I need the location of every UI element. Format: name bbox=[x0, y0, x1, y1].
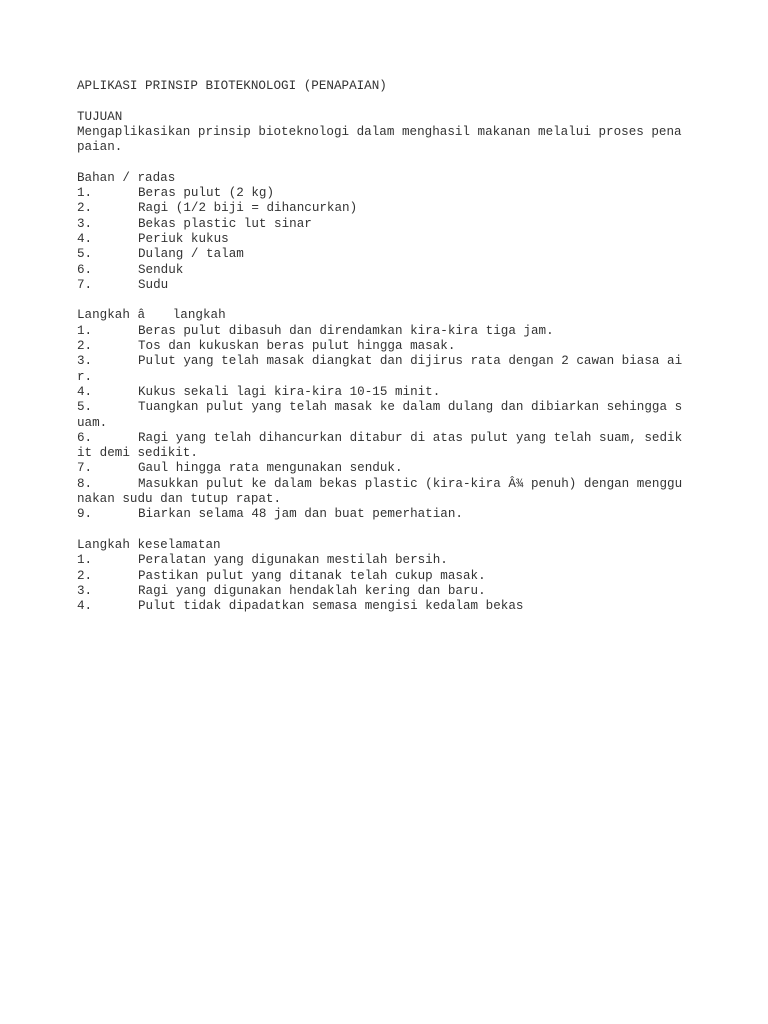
item-text: Gaul hingga rata mengunakan senduk. bbox=[138, 461, 403, 476]
langkah-item bbox=[77, 507, 717, 522]
item-number: 9. bbox=[77, 507, 93, 522]
item-continuation: nakan sudu dan tutup rapat. bbox=[77, 492, 282, 507]
bahan-item bbox=[77, 247, 717, 262]
item-number: 3. bbox=[77, 354, 93, 369]
bahan-item bbox=[77, 232, 717, 247]
spacer bbox=[77, 523, 717, 538]
keselamatan-item bbox=[77, 553, 717, 568]
item-number: 4. bbox=[77, 384, 93, 399]
spacer bbox=[77, 155, 717, 170]
item-text: Masukkan pulut ke dalam bekas plastic (kira-kira Â¾ penuh) dengan menggu bbox=[138, 476, 683, 491]
bahan-item bbox=[77, 217, 717, 232]
spacer bbox=[77, 94, 717, 109]
item-text: Senduk bbox=[138, 262, 184, 277]
langkah-item bbox=[77, 477, 717, 492]
item-number: 2. bbox=[77, 568, 93, 583]
item-text: Ragi yang telah dihancurkan ditabur di atas pulut yang telah suam, sedik bbox=[138, 430, 683, 445]
item-number: 7. bbox=[77, 277, 93, 292]
document-title: APLIKASI PRINSIP BIOTEKNOLOGI (PENAPAIAN) bbox=[77, 79, 387, 93]
item-text: Peralatan yang digunakan mestilah bersih. bbox=[138, 553, 448, 568]
tujuan-line: paian. bbox=[77, 140, 123, 155]
document-body bbox=[77, 79, 717, 614]
item-number: 8. bbox=[77, 476, 93, 491]
item-number: 6. bbox=[77, 430, 93, 445]
item-text: Sudu bbox=[138, 277, 169, 292]
bahan-item bbox=[77, 263, 717, 278]
item-number: 4. bbox=[77, 599, 93, 614]
item-number: 5. bbox=[77, 247, 93, 262]
langkah-item bbox=[77, 339, 717, 354]
bahan-item bbox=[77, 201, 717, 216]
item-number: 3. bbox=[77, 583, 93, 598]
item-number: 4. bbox=[77, 231, 93, 246]
item-text: Periuk kukus bbox=[138, 231, 229, 246]
item-text: Ragi yang digunakan hendaklah kering dan baru. bbox=[138, 583, 486, 598]
langkah-item bbox=[77, 461, 717, 476]
item-text: Tuangkan pulut yang telah masak ke dalam dulang dan dibiarkan sehingga s bbox=[138, 400, 683, 415]
item-text: Beras pulut dibasuh dan direndamkan kira-kira tiga jam. bbox=[138, 323, 554, 338]
item-text: Pulut tidak dipadatkan semasa mengisi kedalam bekas bbox=[138, 599, 524, 614]
langkah-item bbox=[77, 324, 717, 339]
langkah-heading: Langkah â langkah bbox=[77, 308, 226, 323]
tujuan-line: Mengaplikasikan prinsip bioteknologi dalam menghasil makanan melalui proses pena bbox=[77, 124, 682, 139]
keselamatan-item bbox=[77, 599, 717, 614]
langkah-item bbox=[77, 385, 717, 400]
item-text: Pulut yang telah masak diangkat dan dijirus rata dengan 2 cawan biasa ai bbox=[138, 354, 683, 369]
bahan-heading: Bahan / radas bbox=[77, 170, 176, 185]
tujuan-heading: TUJUAN bbox=[77, 109, 123, 124]
item-text: Pastikan pulut yang ditanak telah cukup masak. bbox=[138, 568, 486, 583]
bahan-item bbox=[77, 186, 717, 201]
item-number: 2. bbox=[77, 201, 93, 216]
item-number: 5. bbox=[77, 400, 93, 415]
item-text: Biarkan selama 48 jam dan buat pemerhatian. bbox=[138, 507, 463, 522]
item-number: 7. bbox=[77, 461, 93, 476]
item-text: Beras pulut (2 kg) bbox=[138, 186, 275, 201]
item-text: Tos dan kukuskan beras pulut hingga masak. bbox=[138, 339, 456, 354]
keselamatan-heading: Langkah keselamatan bbox=[77, 537, 221, 552]
item-number: 1. bbox=[77, 186, 93, 201]
item-continuation: r. bbox=[77, 369, 93, 384]
keselamatan-item bbox=[77, 584, 717, 599]
langkah-item bbox=[77, 354, 717, 369]
item-text: Bekas plastic lut sinar bbox=[138, 216, 312, 231]
item-number: 3. bbox=[77, 216, 93, 231]
item-number: 1. bbox=[77, 553, 93, 568]
item-text: Dulang / talam bbox=[138, 247, 244, 262]
item-number: 1. bbox=[77, 323, 93, 338]
spacer bbox=[77, 293, 717, 308]
bahan-item bbox=[77, 278, 717, 293]
item-text: Ragi (1/2 biji = dihancurkan) bbox=[138, 201, 358, 216]
keselamatan-item bbox=[77, 569, 717, 584]
langkah-item bbox=[77, 400, 717, 415]
item-number: 6. bbox=[77, 262, 93, 277]
item-continuation: it demi sedikit. bbox=[77, 446, 198, 461]
item-continuation: uam. bbox=[77, 415, 108, 430]
item-text: Kukus sekali lagi kira-kira 10-15 minit. bbox=[138, 384, 441, 399]
item-number: 2. bbox=[77, 339, 93, 354]
langkah-item bbox=[77, 431, 717, 446]
